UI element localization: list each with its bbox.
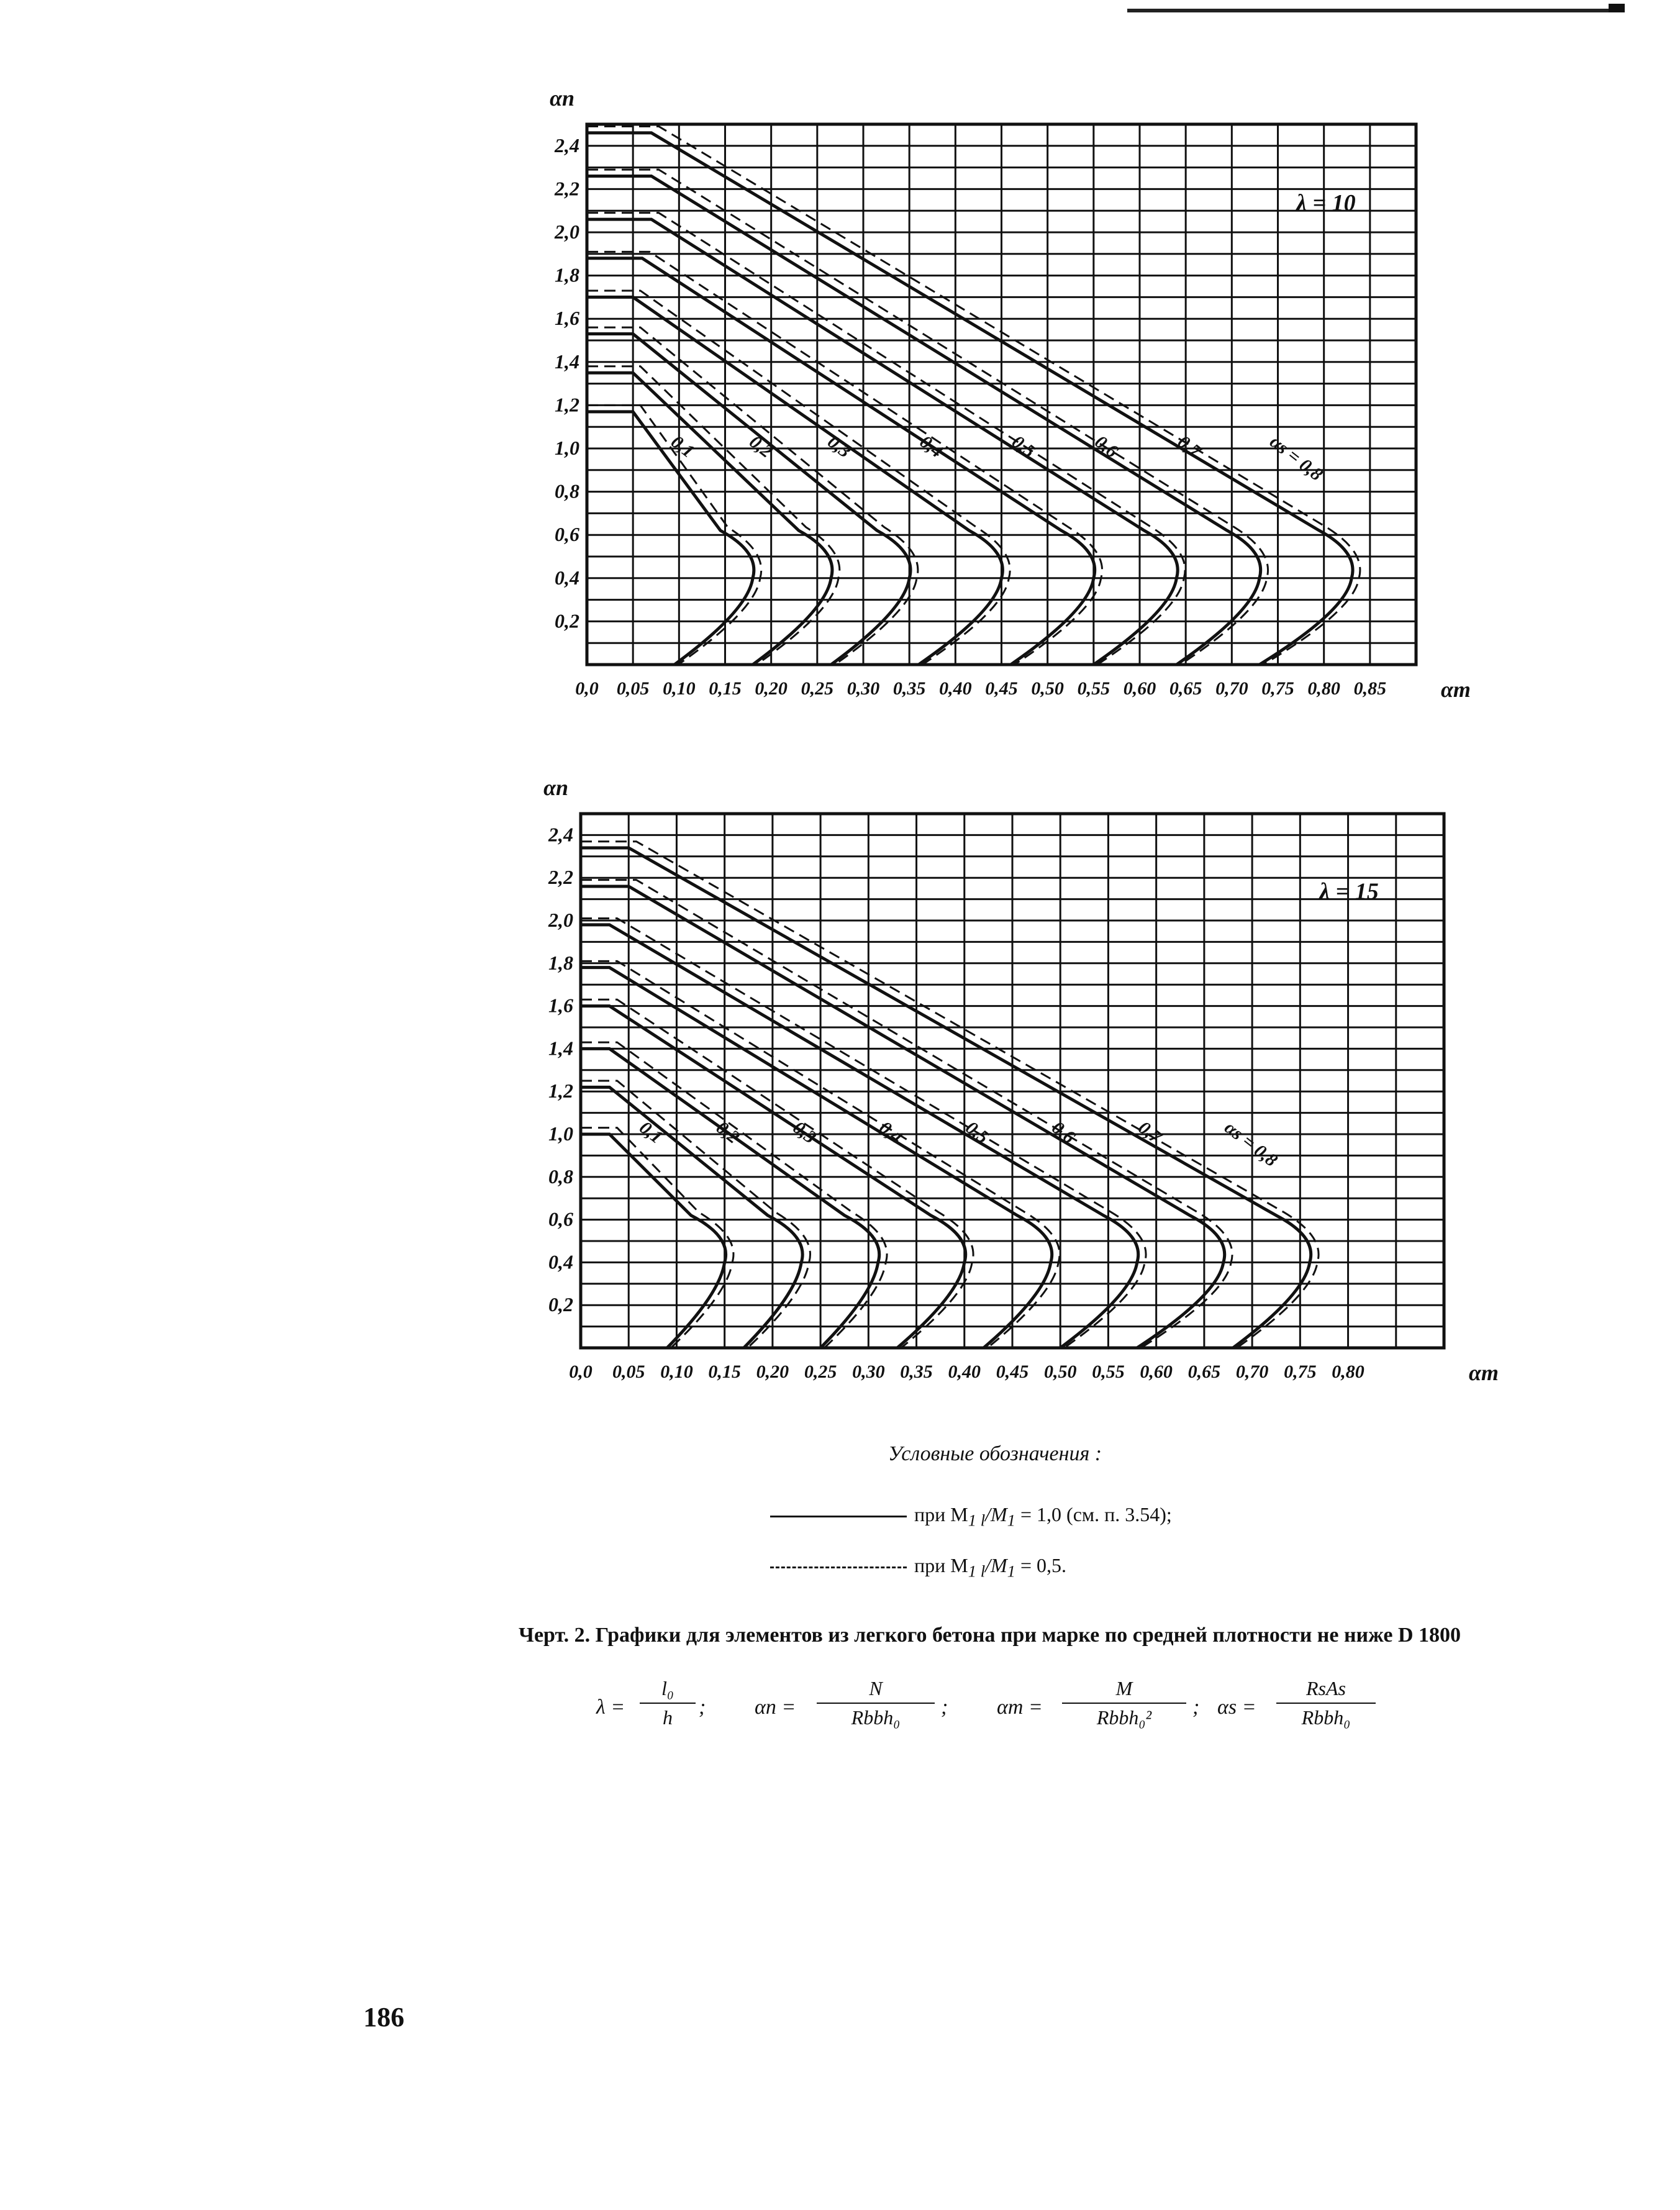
x-tick-label: 0,35 xyxy=(900,1362,933,1382)
x-tick-label: 0,0 xyxy=(575,678,599,699)
y-tick-label: 2,4 xyxy=(555,134,579,157)
legend-dashed xyxy=(770,1554,1066,1581)
x-tick-label: 0,85 xyxy=(1353,678,1387,699)
y-tick-label: 1,0 xyxy=(555,437,579,459)
series-curve-dashed xyxy=(581,1081,810,1348)
y-tick-label: 1,6 xyxy=(555,307,579,330)
y-tick-label: 2,0 xyxy=(555,221,579,243)
y-tick-label: 0,4 xyxy=(555,566,579,589)
legend-solid-sub2: 1 xyxy=(1007,1511,1015,1530)
formula-lambda-frac xyxy=(640,1677,696,1729)
series-label: 0,4 xyxy=(875,1117,907,1148)
formula-lambda-num: l₀ xyxy=(640,1677,696,1704)
legend-dashed-text: при M xyxy=(914,1554,968,1576)
x-tick-label: 0,30 xyxy=(852,1362,885,1382)
x-tick-label: 0,35 xyxy=(892,678,926,699)
formula-an-den: Rbbh₀ xyxy=(851,1706,901,1729)
legend-dashed-mid: /M xyxy=(985,1554,1007,1576)
series-label: 0,4 xyxy=(915,431,947,462)
x-tick-label: 0,05 xyxy=(616,678,650,699)
formula-as-num: RsAs xyxy=(1276,1677,1376,1704)
x-tick-label: 0,25 xyxy=(804,1362,837,1382)
y-tick-label: 1,4 xyxy=(555,350,579,373)
series-label: 0,7 xyxy=(1134,1117,1166,1148)
chart-title: λ = 15 xyxy=(1319,878,1379,905)
series-curve-solid xyxy=(587,176,1261,665)
x-tick-label: 0,20 xyxy=(755,678,788,699)
y-tick-label: 1,8 xyxy=(555,263,579,286)
y-tick-label: 2,2 xyxy=(548,866,573,889)
y-tick-label: 0,4 xyxy=(548,1250,573,1273)
series-label: 0,6 xyxy=(1091,431,1122,462)
formula-am-tail: ; xyxy=(1192,1696,1200,1719)
formula-am-num: M xyxy=(1062,1677,1186,1704)
formula-lambda-tail: ; xyxy=(699,1696,706,1719)
x-tick-label: 0,25 xyxy=(801,678,834,699)
x-tick-label: 0,10 xyxy=(660,1362,693,1382)
y-tick-label: 2,4 xyxy=(548,823,573,846)
formula-lambda-lhs: λ = xyxy=(596,1696,625,1719)
y-axis-label: αn xyxy=(543,775,568,800)
x-tick-label: 0,75 xyxy=(1284,1362,1317,1382)
y-tick-label: 1,6 xyxy=(548,994,573,1017)
y-axis-label: αn xyxy=(550,86,574,111)
y-tick-label: 1,2 xyxy=(548,1080,573,1103)
legend-dashed-line xyxy=(770,1567,907,1568)
chart-lambda-10 xyxy=(0,75,1680,745)
legend-dashed-sub: 1 l xyxy=(968,1562,986,1581)
legend-solid-text: при M xyxy=(914,1503,968,1526)
x-tick-label: 0,30 xyxy=(847,678,880,699)
y-tick-label: 0,8 xyxy=(555,480,579,502)
page-number: 186 xyxy=(363,2002,404,2032)
y-tick-label: 1,4 xyxy=(548,1037,573,1060)
series-label: 0,1 xyxy=(635,1117,667,1148)
legend-solid-mid: /M xyxy=(985,1503,1007,1526)
series-curve-dashed xyxy=(581,1128,733,1348)
figure-caption: Черт. 2. Графики для элементов из легкого бетона при марке по средней плотности не ниже D 1800 xyxy=(519,1624,1461,1647)
formula-as-frac xyxy=(1276,1677,1376,1729)
x-tick-label: 0,45 xyxy=(985,678,1018,699)
formula-as-den: Rbbh₀ xyxy=(1301,1706,1351,1729)
x-tick-label: 0,15 xyxy=(708,1362,741,1382)
y-tick-label: 0,8 xyxy=(548,1165,573,1188)
y-tick-label: 0,6 xyxy=(555,523,579,546)
y-tick-label: 0,2 xyxy=(555,609,579,632)
formulas xyxy=(596,1677,1404,1752)
x-tick-label: 0,05 xyxy=(612,1362,645,1382)
x-tick-label: 0,70 xyxy=(1215,678,1248,699)
formula-as-lhs: αs = xyxy=(1217,1696,1256,1719)
formula-an-lhs: αn = xyxy=(755,1696,796,1719)
y-tick-label: 0,2 xyxy=(548,1293,573,1316)
x-tick-label: 0,70 xyxy=(1235,1362,1269,1382)
x-tick-label: 0,15 xyxy=(709,678,742,699)
legend-solid-rest: = 1,0 (см. п. 3.54); xyxy=(1015,1503,1172,1526)
y-tick-label: 2,2 xyxy=(555,177,579,200)
x-axis-label: αm xyxy=(1469,1360,1499,1385)
x-tick-label: 0,75 xyxy=(1261,678,1294,699)
x-tick-label: 0,50 xyxy=(1031,678,1064,699)
x-tick-label: 0,65 xyxy=(1187,1362,1221,1382)
legend-dashed-rest: = 0,5. xyxy=(1015,1554,1067,1576)
series-label: 0,1 xyxy=(667,431,699,462)
series-label: αs = 0,8 xyxy=(1266,431,1327,485)
legend-solid xyxy=(770,1503,1172,1530)
top-rule xyxy=(1127,9,1624,12)
chart-lambda-15 xyxy=(0,776,1680,1429)
formula-am-den: Rbbh₀² xyxy=(1096,1706,1152,1729)
x-tick-label: 0,55 xyxy=(1077,678,1110,699)
series-label: 0,7 xyxy=(1174,431,1205,462)
x-tick-label: 0,10 xyxy=(663,678,696,699)
series-label: 0,5 xyxy=(961,1117,993,1148)
series-label: 0,3 xyxy=(824,431,855,462)
x-tick-label: 0,80 xyxy=(1307,678,1340,699)
series-label: 0,6 xyxy=(1048,1117,1079,1148)
legend-title: Условные обозначения : xyxy=(888,1442,1102,1465)
formula-an-frac xyxy=(817,1677,935,1729)
formula-am-frac xyxy=(1062,1677,1186,1729)
x-tick-label: 0,60 xyxy=(1140,1362,1173,1382)
series-curve-solid xyxy=(587,133,1353,665)
series-label: αs = 0,8 xyxy=(1220,1117,1281,1171)
legend-solid-sub: 1 l xyxy=(968,1511,986,1530)
legend-dashed-sub2: 1 xyxy=(1007,1562,1015,1581)
series-curve-solid xyxy=(581,968,1052,1348)
formula-an-num: N xyxy=(817,1677,935,1704)
series-label: 0,5 xyxy=(1008,431,1039,462)
legend-solid-line xyxy=(770,1516,907,1517)
series-curve-dashed xyxy=(581,842,1319,1348)
x-tick-label: 0,40 xyxy=(939,678,972,699)
series-label: 0,2 xyxy=(712,1117,743,1148)
x-tick-label: 0,20 xyxy=(756,1362,789,1382)
chart-title: λ = 10 xyxy=(1296,190,1356,217)
x-axis-label: αm xyxy=(1441,677,1471,702)
y-tick-label: 1,8 xyxy=(548,951,573,974)
formula-am-lhs: αm = xyxy=(997,1696,1043,1719)
series-curve-solid xyxy=(581,1087,802,1348)
formula-an-tail: ; xyxy=(941,1696,948,1719)
formula-lambda-den: h xyxy=(663,1706,673,1729)
x-tick-label: 0,40 xyxy=(948,1362,981,1382)
series-curve-dashed xyxy=(581,880,1232,1348)
x-tick-label: 0,80 xyxy=(1332,1362,1364,1382)
y-tick-label: 1,0 xyxy=(548,1122,573,1145)
x-tick-label: 0,45 xyxy=(996,1362,1029,1382)
y-tick-label: 0,6 xyxy=(548,1207,573,1230)
x-tick-label: 0,65 xyxy=(1169,678,1202,699)
x-tick-label: 0,0 xyxy=(569,1362,593,1382)
x-tick-label: 0,50 xyxy=(1043,1362,1077,1382)
x-tick-label: 0,60 xyxy=(1123,678,1156,699)
x-tick-label: 0,55 xyxy=(1092,1362,1125,1382)
series-label: 0,2 xyxy=(745,431,777,462)
series-label: 0,3 xyxy=(789,1117,820,1148)
top-rule-end xyxy=(1609,4,1625,12)
y-tick-label: 2,0 xyxy=(548,909,573,931)
y-tick-label: 1,2 xyxy=(555,393,579,416)
series-curve-dashed xyxy=(581,999,973,1348)
